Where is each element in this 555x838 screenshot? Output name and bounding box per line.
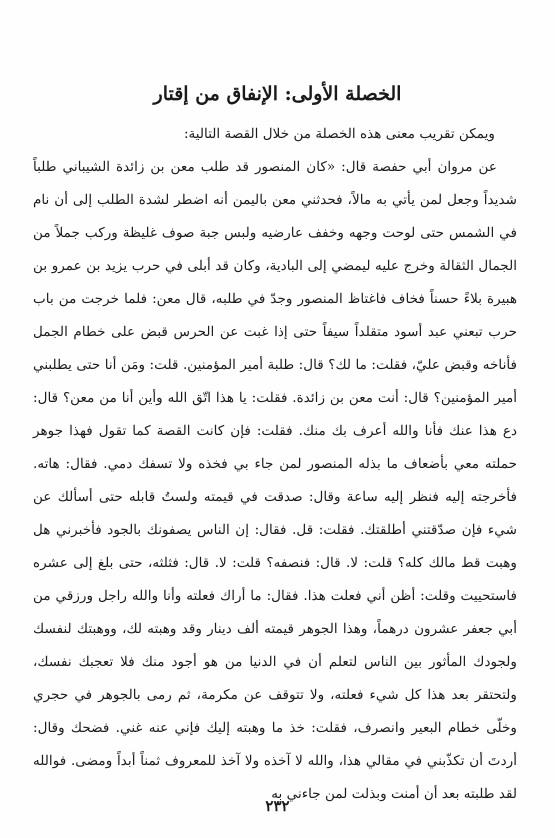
section-title: الخصلة الأولى: الإنفاق من إقتار: [153, 83, 402, 105]
body-text: [33, 118, 517, 811]
story-paragraph: عن مروان أبي حفصة قال: «كان المنصور قد طلب معن بن زائدة الشيباني طلباً شديداً وجعل لمن يأتي به مالاً، فحدثني معن باليمن أنه اضطر لشدة الطلب إلى أن نام في الشمس حتى لوحت وجهه وخفف عارضيه ولبس جبة صوف غليظة وركب جملاً من الجمال الثقالة وخرج عليه ليمضي إلى البادية، وكان قد أبلى في حرب يزيد بن عمرو بن هبيرة بلاءً حسناً فخاف فاغتاظ المنصور وجدّ في طلبه، قال معن: فلما خرجت من باب حرب تبعني عبد أسود متقلداً سيفاً حتى إذا غبت عن الحرس قبض على خطام الجمل فأناخه وقبض عليّ، فقلت: ما لك؟ قال: طلبة أمير المؤمنين. قلت: ومَن أنا حتى يطلبني أمير المؤمنين؟ قال: أنت معن بن زائدة. فقلت: يا هذا اتّق الله وأين أنا من معن؟ قال: دع هذا عنك فأنا والله أعرف بك منك. فقلت: فإن كانت القصة كما تقول فهذا جوهر حملته معي بأضعاف ما بذله المنصور لمن جاء بي فخذه ولا تسفك دمي. فقال: هاته. فأخرجته إليه فنظر إليه ساعة وقال: صدقت في قيمته ولستُ قابله حتى أسألك عن شيء فإن صدّقتني أطلقتك. فقلت: قل. فقال: إن الناس يصفونك بالجود فأخبرني هل وهبت قط مالك كله؟ قلت: لا. قال: فنصفه؟ قلت: لا. قال: فثلثه، حتى بلغ إلى عشره فاستحييت وقلت: أظن أني فعلت هذا. فقال: ما أراك فعلته وأنا والله راجل ورزقي من أبي جعفر عشرون درهماً، وهذا الجوهر قيمته ألف دينار وقد وهبته لك، ووهبتك لنفسك ولجودك المأثور بين الناس لتعلم أن في الدنيا من هو أجود منك فلا تعجبك نفسك، ولتحتقر بعد هذا كل شيء فعلته، ولا تتوقف عن مكرمة، ثم رمى بالجوهر في حجري وخلّى خطام البعير وانصرف، فقلت: خذ ما وهبته إليك فإني عنه غني. فضحك وقال: أردتَ أن تكذّبني في مقالي هذا، والله لا آخذه ولا آخذ للمعروف ثمناً أبداً ومضى. فوالله لقد طلبته بعد أن أمنت وبذلت لمن جاءني به: [33, 159, 517, 802]
intro-paragraph: ويمكن تقريب معنى هذه الخصلة من خلال القصة التالية:: [183, 126, 495, 142]
page-number: ٢٣٢: [265, 797, 290, 815]
